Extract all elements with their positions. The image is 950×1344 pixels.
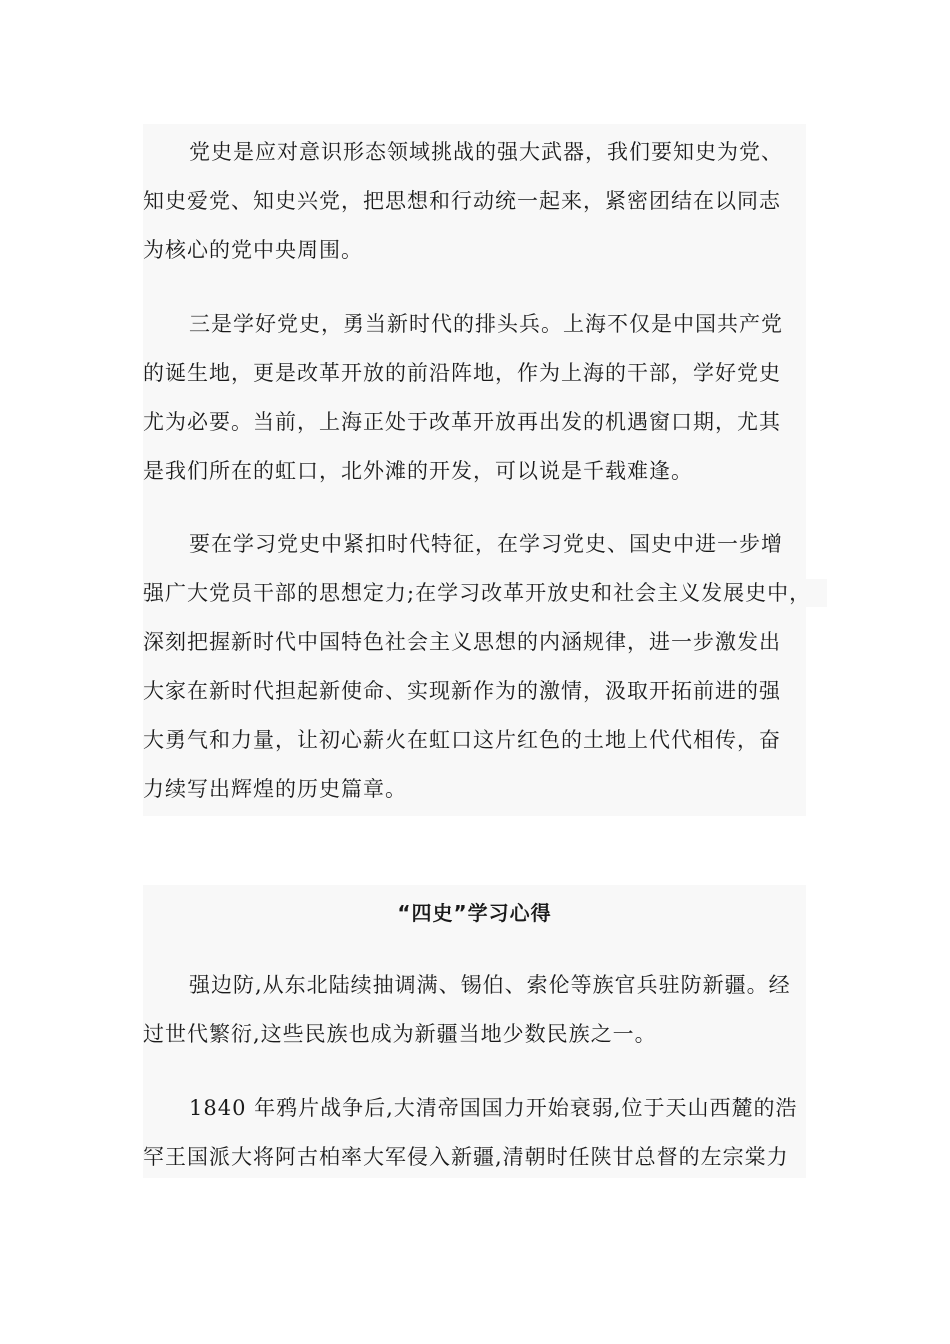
paragraph-line: 的诞生地，更是改革开放的前沿阵地，作为上海的干部，学好党史 — [143, 361, 781, 385]
paragraph-line: 知史爱党、知史兴党，把思想和行动统一起来，紧密团结在以同志 — [143, 189, 781, 213]
paragraph-line: 三是学好党史，勇当新时代的排头兵。上海不仅是中国共产党 — [189, 312, 783, 336]
paragraph-line: 1840 年鸦片战争后,大清帝国国力开始衰弱,位于天山西麓的浩 — [189, 1096, 798, 1120]
text-block-four-histories — [143, 885, 806, 1178]
paragraph-line: 强边防,从东北陆续抽调满、锡伯、索伦等族官兵驻防新疆。经 — [189, 973, 791, 997]
paragraph-line: 是我们所在的虹口，北外滩的开发，可以说是千载难逢。 — [143, 459, 693, 483]
paragraph-line: 为核心的党中央周围。 — [143, 238, 363, 262]
paragraph-line: 罕王国派大将阿古柏率大军侵入新疆,清朝时任陕甘总督的左宗棠力 — [143, 1145, 789, 1169]
paragraph-line: 深刻把握新时代中国特色社会主义思想的内涵规律，进一步激发出 — [143, 630, 781, 654]
paragraph-line: 尤为必要。当前，上海正处于改革开放再出发的机遇窗口期，尤其 — [143, 410, 781, 434]
paragraph-line: 要在学习党史中紧扣时代特征，在学习党史、国史中进一步增 — [189, 532, 783, 556]
section-title: “四史”学习心得 — [397, 901, 552, 925]
text-block-party-history — [143, 124, 812, 816]
paragraph-line: 过世代繁衍,这些民族也成为新疆当地少数民族之一。 — [143, 1022, 657, 1046]
paragraph-line: 大家在新时代担起新使命、实现新作为的激情，汲取开拓前进的强 — [143, 679, 781, 703]
paragraph-line: 强广大党员干部的思想定力;在学习改革开放史和社会主义发展史中， — [143, 579, 827, 607]
paragraph-line: 力续写出辉煌的历史篇章。 — [143, 777, 407, 801]
paragraph-line: 大勇气和力量，让初心薪火在虹口这片红色的土地上代代相传，奋 — [143, 728, 781, 752]
paragraph-line: 党史是应对意识形态领域挑战的强大武器，我们要知史为党、 — [189, 140, 783, 164]
